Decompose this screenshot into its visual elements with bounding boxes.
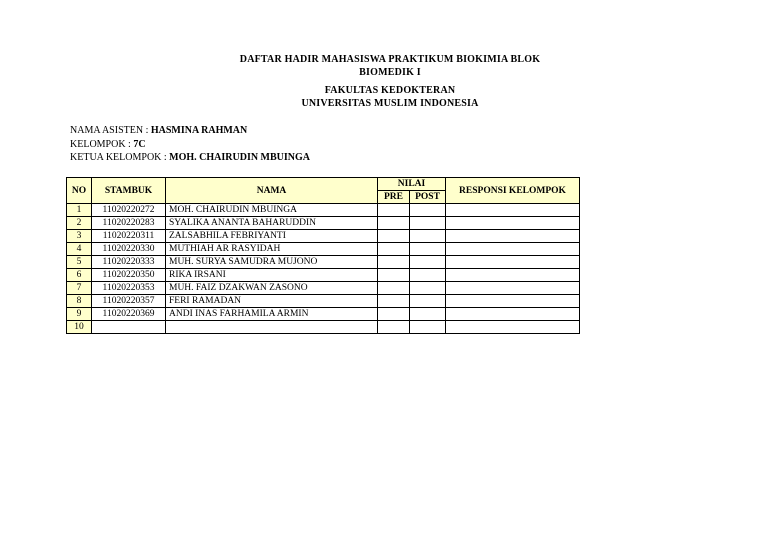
row-responsi (446, 308, 580, 321)
row-post (410, 243, 446, 256)
table-row (67, 295, 580, 308)
row-stambuk: 11020220357 (92, 295, 166, 308)
row-no: 7 (67, 282, 92, 295)
row-stambuk: 11020220333 (92, 256, 166, 269)
row-post (410, 230, 446, 243)
faculty-title: FAKULTAS KEDOKTERAN (324, 85, 456, 96)
row-nama: ANDI INAS FARHAMILA ARMIN (166, 308, 378, 321)
university-title: UNIVERSITAS MUSLIM INDONESIA (301, 98, 479, 109)
asisten-line (70, 125, 247, 136)
header-responsi: RESPONSI KELOMPOK (446, 178, 580, 204)
row-pre (378, 321, 410, 334)
header-no: NO (67, 178, 92, 204)
row-stambuk: 11020220272 (92, 204, 166, 217)
header-stambuk: STAMBUK (92, 178, 166, 204)
ketua-line (70, 152, 310, 163)
row-post (410, 308, 446, 321)
row-pre (378, 230, 410, 243)
row-stambuk: 11020220369 (92, 308, 166, 321)
row-pre (378, 269, 410, 282)
attendance-table (66, 177, 580, 334)
table-row (67, 269, 580, 282)
row-nama: FERI RAMADAN (166, 295, 378, 308)
doc-title-line2: BIOMEDIK I (359, 67, 421, 78)
kelompok-value: 7C (133, 139, 146, 150)
row-stambuk (92, 321, 166, 334)
header-pre: PRE (378, 191, 410, 204)
row-no: 9 (67, 308, 92, 321)
table-row (67, 256, 580, 269)
row-no: 6 (67, 269, 92, 282)
row-responsi (446, 282, 580, 295)
row-post (410, 256, 446, 269)
row-nama: SYALIKA ANANTA BAHARUDDIN (166, 217, 378, 230)
row-responsi (446, 269, 580, 282)
kelompok-line (70, 139, 146, 150)
row-post (410, 204, 446, 217)
row-nama: MUH. SURYA SAMUDRA MUJONO (166, 256, 378, 269)
table-row (67, 217, 580, 230)
table-row (67, 308, 580, 321)
row-post (410, 321, 446, 334)
table-row (67, 282, 580, 295)
row-no: 4 (67, 243, 92, 256)
header-nama: NAMA (166, 178, 378, 204)
table-row (67, 243, 580, 256)
ketua-label: KETUA KELOMPOK : (70, 152, 170, 163)
row-responsi (446, 204, 580, 217)
row-no: 1 (67, 204, 92, 217)
row-post (410, 295, 446, 308)
row-nama (166, 321, 378, 334)
table-row (67, 204, 580, 217)
row-stambuk: 11020220350 (92, 269, 166, 282)
row-pre (378, 282, 410, 295)
row-post (410, 217, 446, 230)
row-nama: MUH. FAIZ DZAKWAN ZASONO (166, 282, 378, 295)
row-stambuk: 11020220283 (92, 217, 166, 230)
row-no: 2 (67, 217, 92, 230)
row-no: 10 (67, 321, 92, 334)
row-stambuk: 11020220353 (92, 282, 166, 295)
asisten-label: NAMA ASISTEN : (70, 125, 151, 136)
row-pre (378, 308, 410, 321)
row-stambuk: 11020220330 (92, 243, 166, 256)
row-nama: ZALSABHILA FEBRIYANTI (166, 230, 378, 243)
row-no: 3 (67, 230, 92, 243)
row-responsi (446, 243, 580, 256)
table-row (67, 321, 580, 334)
row-pre (378, 295, 410, 308)
row-responsi (446, 256, 580, 269)
row-responsi (446, 321, 580, 334)
row-nama: MOH. CHAIRUDIN MBUINGA (166, 204, 378, 217)
table-row (67, 230, 580, 243)
asisten-value: HASMINA RAHMAN (150, 125, 248, 136)
row-pre (378, 204, 410, 217)
row-nama: RIKA IRSANI (166, 269, 378, 282)
row-stambuk: 11020220311 (92, 230, 166, 243)
kelompok-label: KELOMPOK : (70, 139, 134, 150)
doc-title-line1: DAFTAR HADIR MAHASISWA PRAKTIKUM BIOKIMIA BLOK (239, 54, 541, 65)
row-no: 8 (67, 295, 92, 308)
row-pre (378, 243, 410, 256)
row-post (410, 282, 446, 295)
row-responsi (446, 230, 580, 243)
row-no: 5 (67, 256, 92, 269)
row-responsi (446, 295, 580, 308)
row-post (410, 269, 446, 282)
header-nilai: NILAI (378, 178, 446, 191)
row-nama: MUTHIAH AR RASYIDAH (166, 243, 378, 256)
row-responsi (446, 217, 580, 230)
row-pre (378, 217, 410, 230)
ketua-value: MOH. CHAIRUDIN MBUINGA (169, 152, 311, 163)
header-post: POST (410, 191, 446, 204)
row-pre (378, 256, 410, 269)
